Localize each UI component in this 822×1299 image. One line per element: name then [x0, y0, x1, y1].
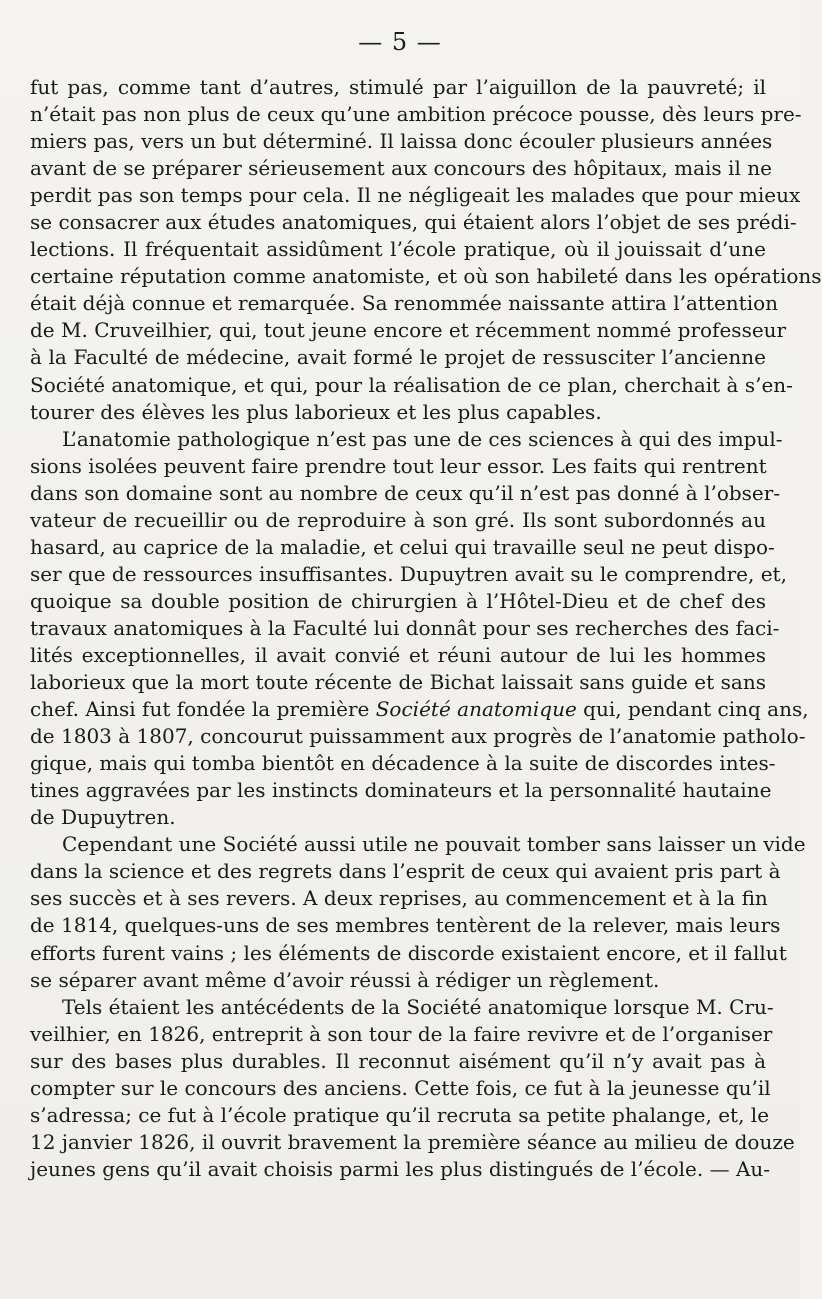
text-line: de Dupuytren. [30, 805, 176, 830]
text-line: ses succès et à ses revers. A deux reprises, au commencement et à la fin [30, 886, 768, 911]
text-line: avant de se préparer sérieusement aux concours des hôpitaux, mais il ne [30, 156, 772, 181]
text-line: lités exceptionnelles, il avait convié et réuni autour de lui les hommes [30, 642, 766, 667]
text-line: dans son domaine sont au nombre de ceux qu’il n’est pas donné à l’obser- [30, 480, 781, 505]
text-line: de M. Cruveilhier, qui, tout jeune encore et récemment nommé professeur [30, 318, 787, 343]
text-line: certaine réputation comme anatomiste, et où son habileté dans les opérations [30, 264, 822, 289]
body-text [30, 74, 822, 1183]
page-number: — 5 — [358, 28, 442, 56]
text-line: gique, mais qui tomba bientôt en décadence à la suite de discordes intes- [30, 751, 776, 776]
italic-phrase: Société anatomique [375, 697, 577, 722]
text-line: s’adressa; ce fut à l’école pratique qu’il recruta sa petite phalange, et, le [30, 1102, 770, 1127]
paragraph-4 [30, 994, 795, 1183]
text-line: efforts furent vains ; les éléments de discorde existaient encore, et il fallut [30, 940, 787, 965]
text-line: sur des bases plus durables. Il reconnut aisément qu’il n’y avait pas à [30, 1048, 766, 1073]
text-line: tines aggravées par les instincts dominateurs et la personnalité hautaine [30, 778, 772, 803]
text-line: lections. Il fréquentait assidûment l’école pratique, où il jouissait d’une [30, 237, 766, 262]
text-line: dans la science et des regrets dans l’esprit de ceux qui avaient pris part à [30, 859, 781, 884]
text-line: compter sur le concours des anciens. Cette fois, ce fut à la jeunesse qu’il [30, 1075, 771, 1100]
text-line: quoique sa double position de chirurgien à l’Hôtel-Dieu et de chef des [30, 588, 766, 613]
text-line: tourer des élèves les plus laborieux et les plus capables. [30, 399, 602, 424]
text-line: hasard, au caprice de la maladie, et celui qui travaille seul ne peut dispo- [30, 534, 775, 559]
text-line: à la Faculté de médecine, avait formé le projet de ressusciter l’ancienne [30, 345, 766, 370]
text-line: laborieux que la mort toute récente de Bichat laissait sans guide et sans [30, 670, 766, 695]
text-line: Tels étaient les antécédents de la Société anatomique lorsque M. Cru- [62, 994, 774, 1019]
paragraph-2 [30, 426, 809, 832]
text-line: Cependant une Société aussi utile ne pouvait tomber sans laisser un vide [62, 832, 806, 857]
text-line: Société anatomique, et qui, pour la réalisation de ce plan, cherchait à s’en- [30, 372, 793, 397]
text-line: de 1803 à 1807, concourut puissamment aux progrès de l’anatomie patholo- [30, 724, 806, 749]
text-line: travaux anatomiques à la Faculté lui donnât pour ses recherches des faci- [30, 615, 780, 640]
text-line: n’était pas non plus de ceux qu’une ambition précoce pousse, dès leurs pre- [30, 102, 802, 127]
text-line: fut pas, comme tant d’autres, stimulé par l’aiguillon de la pauvreté; il [30, 75, 766, 99]
paragraph-3 [30, 831, 806, 993]
text-line: perdit pas son temps pour cela. Il ne négligeait les malades que pour mieux [30, 183, 801, 208]
text-line: vateur de recueillir ou de reproduire à son gré. Ils sont subordonnés au [30, 507, 766, 532]
paragraph-1 [30, 74, 822, 426]
text-line: se séparer avant même d’avoir réussi à rédiger un règlement. [30, 967, 660, 992]
text-line: était déjà connue et remarquée. Sa renommée naissante attira l’attention [30, 291, 779, 316]
text-line: L’anatomie pathologique n’est pas une de ces sciences à qui des impul- [62, 426, 783, 451]
text-line: 12 janvier 1826, il ouvrit bravement la première séance au milieu de douze [30, 1129, 795, 1154]
text-line: jeunes gens qu’il avait choisis parmi les plus distingués de l’école. — Au- [30, 1156, 771, 1181]
text-line: sions isolées peuvent faire prendre tout leur essor. Les faits qui rentrent [30, 453, 767, 478]
text-line: ser que de ressources insuffisantes. Dupuytren avait su le comprendre, et, [30, 561, 787, 586]
text-line: de 1814, quelques-uns de ses membres tentèrent de la relever, mais leurs [30, 913, 781, 938]
text-line-with-italic: chef. Ainsi fut fondée la première Société anatomique qui, pendant cinq ans, [30, 697, 809, 722]
text-line: se consacrer aux études anatomiques, qui étaient alors l’objet de ses prédi- [30, 210, 797, 235]
text-line: miers pas, vers un but déterminé. Il laissa donc écouler plusieurs années [30, 129, 773, 154]
text-line: veilhier, en 1826, entreprit à son tour de la faire revivre et de l’organiser [30, 1021, 773, 1046]
